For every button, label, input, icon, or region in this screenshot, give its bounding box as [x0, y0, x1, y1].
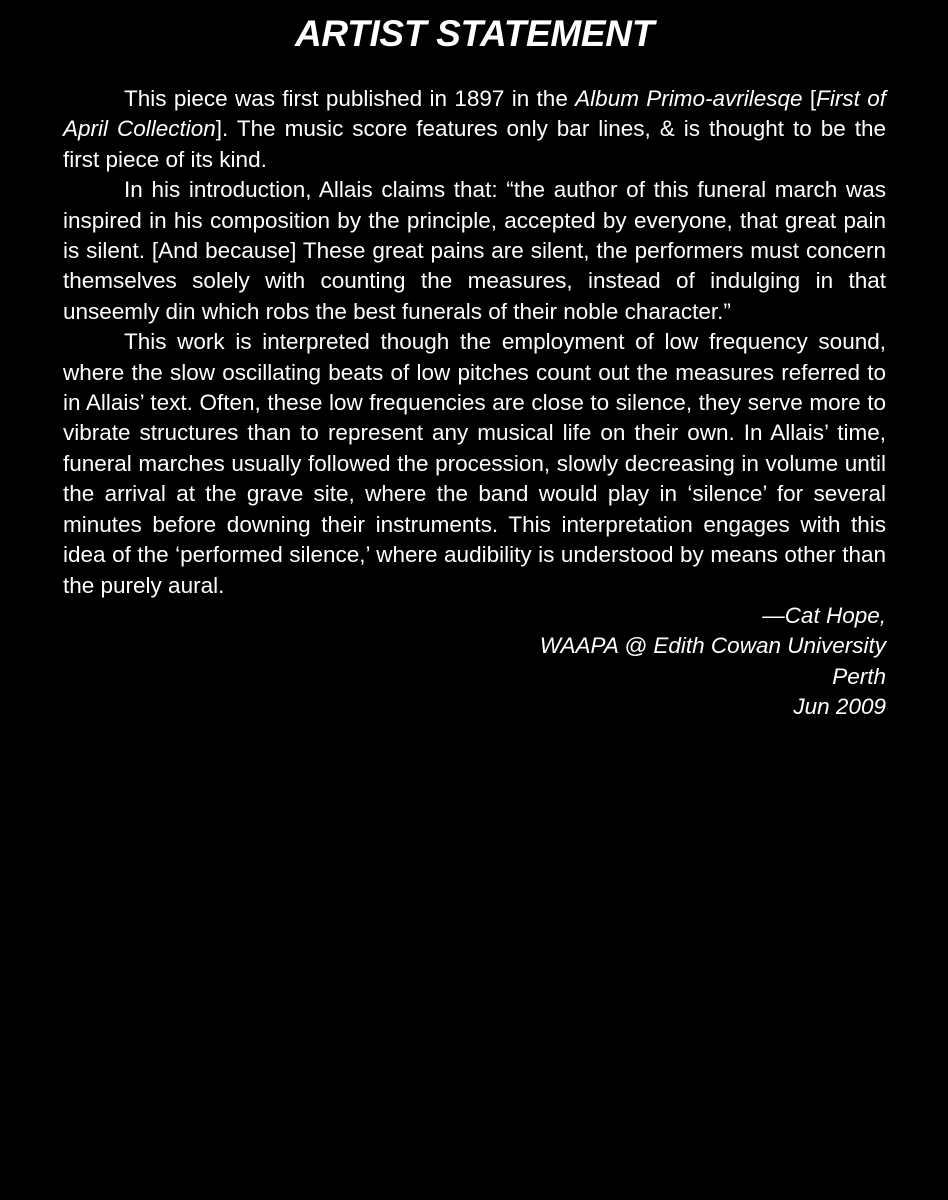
- document-title: ARTIST STATEMENT: [294, 13, 655, 54]
- signature-date: Jun 2009: [793, 694, 886, 720]
- paragraph-1-text-3: ]. The music score features only bar lines, & is thought to be the first piece of its kind.: [63, 116, 887, 172]
- paragraph-3-text: This work is interpreted though the employment of low frequency sound, where the slow oscillating beats of low pitches count out the measures referred to in Allais’ text. Often, these low frequencies are close to silence, they serve more to vibrate structures than to represent any musical life on their own. In Allais’ time, funeral marches usually followed the procession, slowly decreasing in volume until the arrival at the grave site, where the band would play in ‘silence’ for several minutes before downing their instruments. This interpretation engages with this idea of the ‘performed silence,’ where audibility is understood by means other than the purely aural.: [63, 329, 886, 598]
- signature-city: Perth: [832, 663, 886, 689]
- paragraph-2-text: In his introduction, Allais claims that: “the author of this funeral march was inspired in his composition by the principle, accepted by everyone, that great pain is silent. [And because] These great pains are silent, the performers must concern themselves solely with counting the measures, instead of indulging in that unseemly din which robs the best funerals of their noble character.”: [63, 177, 886, 324]
- signature-institution: WAAPA @ Edith Cowan University: [539, 633, 886, 659]
- signature-author: —Cat Hope,: [762, 602, 886, 628]
- album-title: Album Primo-avrilesqe: [575, 86, 803, 111]
- paragraph-3: [63, 327, 886, 601]
- statement-body: [63, 84, 886, 601]
- collection-title: First of April Collection: [63, 86, 886, 142]
- paragraph-1-text-1: This piece was first published in 1897 in the: [124, 86, 576, 111]
- document-page: [63, 0, 886, 723]
- paragraph-1: [63, 84, 886, 175]
- signature-block: [63, 601, 886, 723]
- paragraph-1-text-2: [: [802, 86, 817, 111]
- paragraph-2: [63, 175, 886, 327]
